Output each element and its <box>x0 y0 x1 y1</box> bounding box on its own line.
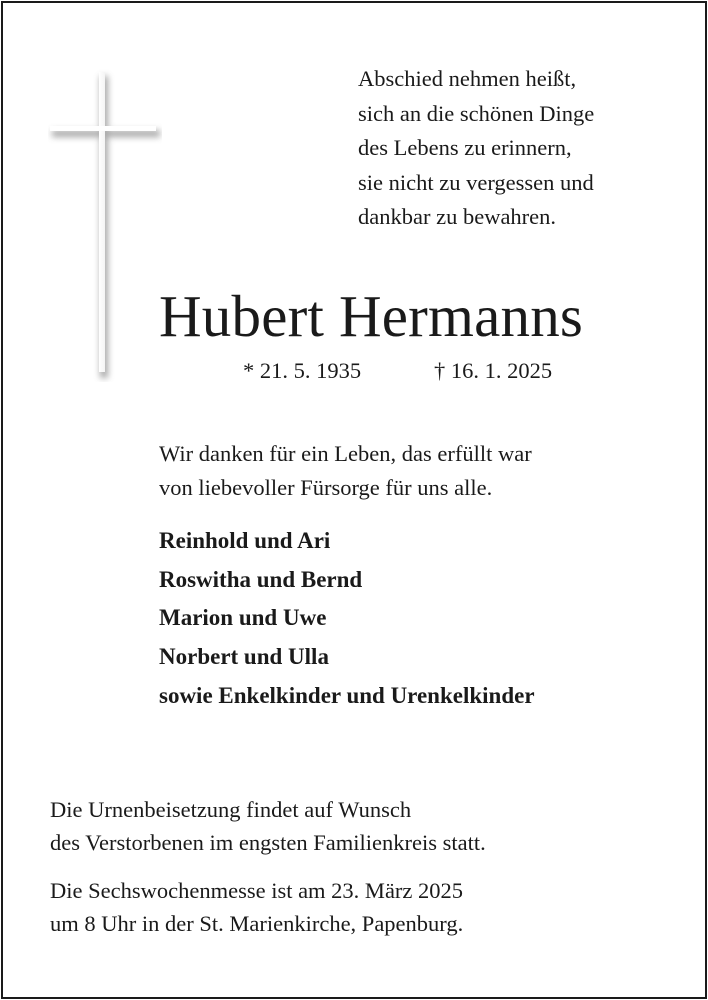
quote-line: Abschied nehmen heißt, <box>358 66 577 91</box>
farewell-quote <box>358 62 688 235</box>
family-signatures <box>159 522 535 716</box>
quote-line: dankbar zu bewahren. <box>358 204 557 229</box>
burial-line: des Verstorbenen im engsten Familienkreis statt. <box>50 829 486 855</box>
mass-line: um 8 Uhr in der St. Marienkirche, Papenburg. <box>50 910 464 936</box>
deceased-name: Hubert Hermanns <box>159 283 584 349</box>
death-date: † 16. 1. 2025 <box>434 358 553 383</box>
quote-line: sich an die schönen Dinge <box>358 100 595 126</box>
cross-icon <box>48 66 162 382</box>
quote-line: des Lebens zu erinnern, <box>358 135 572 160</box>
thanks-line: von liebevoller Fürsorge für uns alle. <box>159 475 493 500</box>
family-line: Roswitha und Bernd <box>159 566 363 592</box>
thanks-text <box>159 437 532 505</box>
burial-line: Die Urnenbeisetzung findet auf Wunsch <box>50 797 412 822</box>
mass-line: Die Sechswochenmesse ist am 23. März 2025 <box>50 878 464 903</box>
quote-line: sie nicht zu vergessen und <box>358 169 594 195</box>
thanks-line: Wir danken für ein Leben, das erfüllt war <box>159 441 532 466</box>
family-line: Norbert und Ulla <box>159 644 329 670</box>
family-line: Reinhold und Ari <box>159 528 331 553</box>
family-line: Marion und Uwe <box>159 605 327 631</box>
family-line: sowie Enkelkinder und Urenkelkinder <box>159 682 535 708</box>
birth-date: * 21. 5. 1935 <box>243 358 362 383</box>
burial-info <box>50 794 486 859</box>
mass-info <box>50 875 463 940</box>
